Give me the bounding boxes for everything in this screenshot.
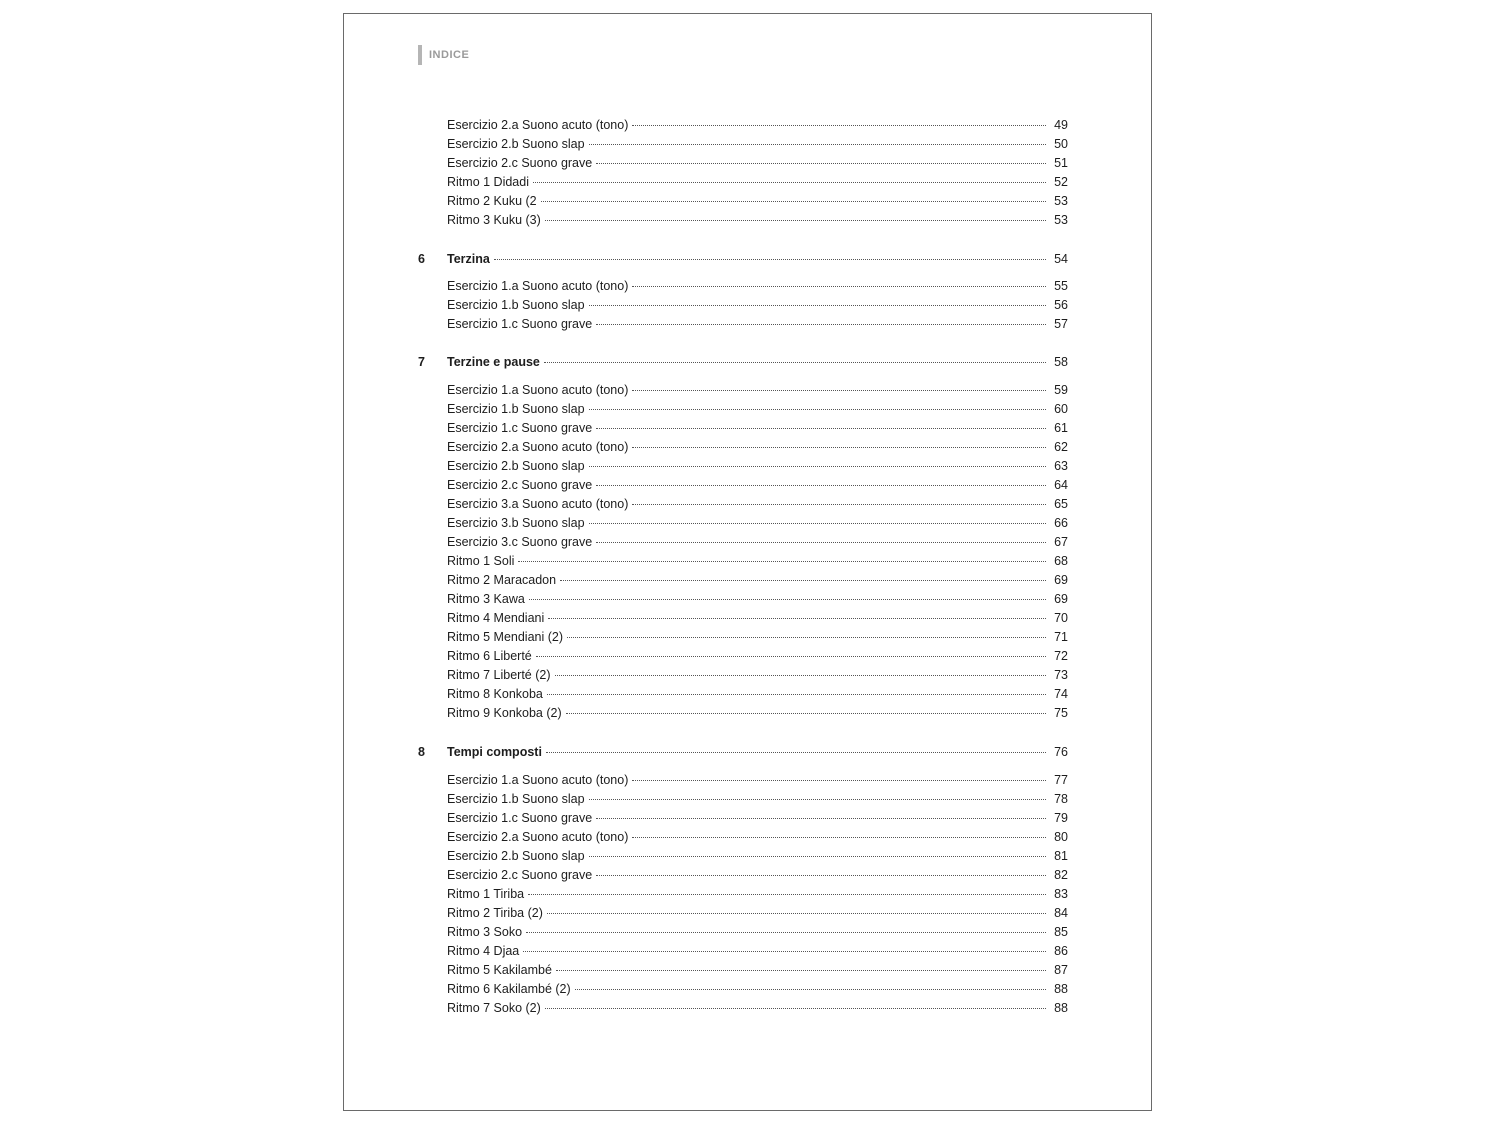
toc-leader-dots [632,447,1046,448]
toc-entry-row[interactable] [447,192,1068,211]
toc-page-number: 72 [1054,649,1068,663]
toc-leader-dots [589,466,1046,467]
toc-page-number: 71 [1054,630,1068,644]
toc-entry-row[interactable] [447,866,1068,885]
toc-leader-dots [596,542,1046,543]
toc-chapter-number: 8 [418,745,425,759]
toc-leader-dots [596,428,1046,429]
toc-entry-row[interactable] [447,476,1068,495]
toc-entry-row[interactable] [447,628,1068,647]
toc-entry-label: Esercizio 1.b Suono slap [447,298,585,312]
toc-entry-row[interactable] [447,942,1068,961]
toc-entry-label: Ritmo 4 Mendiani [447,611,545,625]
toc-chapter-number: 6 [418,252,425,266]
toc-entry-row[interactable] [447,533,1068,552]
toc-entry-label: Esercizio 1.b Suono slap [447,402,585,416]
toc-entry-label: Ritmo 2 Tiriba (2) [447,906,543,920]
toc-leader-dots [536,656,1046,657]
toc-entry-label: Ritmo 7 Soko (2) [447,1001,541,1015]
toc-entry-row[interactable] [447,666,1068,685]
toc-entry-label: Esercizio 2.b Suono slap [447,137,585,151]
toc-page-number: 59 [1054,383,1068,397]
toc-chapter-title: Tempi composti [447,745,542,759]
toc-page-number: 80 [1054,830,1068,844]
toc-entry-row[interactable] [447,135,1068,154]
toc-entry-row[interactable] [447,828,1068,847]
toc-entry-row[interactable] [447,495,1068,514]
toc-chapter-number: 7 [418,355,425,369]
toc-leader-dots [589,856,1046,857]
toc-page-number: 60 [1054,402,1068,416]
toc-page-number: 58 [1054,355,1068,369]
toc-page-number: 82 [1054,868,1068,882]
toc-entry-row[interactable] [447,704,1068,723]
toc-entry-row[interactable] [447,277,1068,296]
toc-entry-label: Ritmo 2 Kuku (2 [447,194,537,208]
document-page [343,13,1152,1111]
toc-entry-row[interactable] [447,885,1068,904]
toc-entry-label: Esercizio 2.c Suono grave [447,156,593,170]
toc-entry-label: Ritmo 6 Kakilambé (2) [447,982,571,996]
toc-entry-row[interactable] [447,609,1068,628]
toc-page-number: 66 [1054,516,1068,530]
toc-page-number: 68 [1054,554,1068,568]
toc-entry-label: Esercizio 1.a Suono acuto (tono) [447,773,629,787]
toc-leader-dots [632,504,1046,505]
toc-entry-label: Esercizio 1.a Suono acuto (tono) [447,279,629,293]
toc-leader-dots [589,305,1046,306]
toc-page-number: 84 [1054,906,1068,920]
toc-page-number: 75 [1054,706,1068,720]
toc-chapter-title: Terzine e pause [447,355,540,369]
toc-entry-label: Esercizio 3.a Suono acuto (tono) [447,497,629,511]
toc-page-number: 88 [1054,1001,1068,1015]
toc-entry-label: Esercizio 2.b Suono slap [447,459,585,473]
toc-entry-label: Ritmo 7 Liberté (2) [447,668,551,682]
toc-entry-label: Esercizio 2.a Suono acuto (tono) [447,118,629,132]
toc-entry-label: Esercizio 1.b Suono slap [447,792,585,806]
toc-leader-dots [518,561,1046,562]
toc-entry-label: Esercizio 3.c Suono grave [447,535,593,549]
toc-entry-row[interactable] [447,685,1068,704]
toc-leader-dots [541,201,1046,202]
toc-page-number: 87 [1054,963,1068,977]
toc-entry-label: Esercizio 2.c Suono grave [447,868,593,882]
toc-leader-dots [556,970,1046,971]
toc-page-number: 74 [1054,687,1068,701]
toc-leader-dots [589,144,1046,145]
toc-entry-row[interactable] [447,381,1068,400]
toc-leader-dots [596,818,1046,819]
toc-entry-row[interactable] [447,514,1068,533]
toc-page-number: 73 [1054,668,1068,682]
toc-entry-row[interactable] [447,980,1068,999]
toc-entry-label: Esercizio 2.c Suono grave [447,478,593,492]
toc-entry-label: Esercizio 3.b Suono slap [447,516,585,530]
toc-entry-row[interactable] [447,790,1068,809]
toc-leader-dots [560,580,1046,581]
toc-page-number: 56 [1054,298,1068,312]
toc-leader-dots [567,637,1046,638]
table-of-contents [344,14,1151,1110]
toc-entry-row[interactable] [447,438,1068,457]
toc-page-number: 67 [1054,535,1068,549]
toc-leader-dots [596,875,1046,876]
toc-page-number: 53 [1054,194,1068,208]
toc-entry-row[interactable] [447,904,1068,923]
toc-leader-dots [632,125,1046,126]
toc-leader-dots [632,390,1046,391]
toc-chapter-row[interactable] [418,743,1068,762]
toc-entry-row[interactable] [447,847,1068,866]
toc-entry-row[interactable] [447,999,1068,1018]
toc-leader-dots [596,163,1046,164]
toc-page-number: 69 [1054,573,1068,587]
toc-leader-dots [544,362,1046,363]
toc-leader-dots [589,523,1046,524]
toc-page-number: 78 [1054,792,1068,806]
toc-leader-dots [528,894,1046,895]
toc-entry-label: Ritmo 2 Maracadon [447,573,557,587]
toc-leader-dots [596,485,1046,486]
toc-leader-dots [566,713,1046,714]
toc-entry-row[interactable] [447,211,1068,230]
page-header-title: INDICE [429,49,470,61]
toc-leader-dots [547,913,1046,914]
toc-page-number: 62 [1054,440,1068,454]
toc-page-number: 54 [1054,252,1068,266]
toc-leader-dots [545,220,1046,221]
toc-page-number: 88 [1054,982,1068,996]
toc-page-number: 49 [1054,118,1068,132]
toc-entry-row[interactable] [447,647,1068,666]
toc-page-number: 55 [1054,279,1068,293]
toc-page-number: 64 [1054,478,1068,492]
toc-entry-row[interactable] [447,809,1068,828]
toc-page-number: 63 [1054,459,1068,473]
toc-page-number: 77 [1054,773,1068,787]
toc-entry-label: Esercizio 1.c Suono grave [447,421,593,435]
toc-entry-label: Ritmo 5 Mendiani (2) [447,630,564,644]
toc-page-number: 86 [1054,944,1068,958]
toc-page-number: 85 [1054,925,1068,939]
toc-entry-label: Ritmo 3 Soko [447,925,523,939]
toc-entry-label: Ritmo 9 Konkoba (2) [447,706,562,720]
toc-leader-dots [547,694,1046,695]
toc-entry-label: Ritmo 4 Djaa [447,944,520,958]
toc-leader-dots [545,1008,1046,1009]
toc-entry-label: Ritmo 1 Soli [447,554,515,568]
toc-leader-dots [523,951,1046,952]
toc-leader-dots [548,618,1046,619]
toc-entry-label: Ritmo 1 Didadi [447,175,529,189]
toc-entry-label: Esercizio 1.a Suono acuto (tono) [447,383,629,397]
toc-page-number: 81 [1054,849,1068,863]
toc-entry-row[interactable] [447,571,1068,590]
toc-leader-dots [546,752,1046,753]
toc-entry-label: Esercizio 2.b Suono slap [447,849,585,863]
toc-leader-dots [555,675,1046,676]
toc-page-number: 53 [1054,213,1068,227]
toc-entry-label: Ritmo 1 Tiriba [447,887,525,901]
toc-entry-row[interactable] [447,771,1068,790]
toc-entry-row[interactable] [447,400,1068,419]
toc-entry-label: Esercizio 2.a Suono acuto (tono) [447,440,629,454]
toc-entry-row[interactable] [447,923,1068,942]
toc-entry-row[interactable] [447,116,1068,135]
toc-entry-row[interactable] [447,961,1068,980]
toc-entry-row[interactable] [447,154,1068,173]
toc-page-number: 65 [1054,497,1068,511]
toc-page-number: 76 [1054,745,1068,759]
toc-entry-label: Esercizio 1.c Suono grave [447,317,593,331]
toc-entry-row[interactable] [447,552,1068,571]
toc-leader-dots [526,932,1046,933]
toc-chapter-row[interactable] [418,353,1068,372]
toc-leader-dots [596,324,1046,325]
toc-page-number: 70 [1054,611,1068,625]
toc-entry-row[interactable] [447,419,1068,438]
toc-entry-row[interactable] [447,173,1068,192]
toc-entry-row[interactable] [447,315,1068,334]
toc-entry-row[interactable] [447,457,1068,476]
toc-entry-label: Ritmo 8 Konkoba [447,687,543,701]
toc-entry-label: Esercizio 1.c Suono grave [447,811,593,825]
toc-leader-dots [589,409,1046,410]
toc-leader-dots [529,599,1046,600]
toc-leader-dots [589,799,1046,800]
toc-page-number: 79 [1054,811,1068,825]
toc-page-number: 50 [1054,137,1068,151]
toc-entry-row[interactable] [447,296,1068,315]
toc-leader-dots [494,259,1046,260]
toc-page-number: 51 [1054,156,1068,170]
toc-entry-label: Ritmo 5 Kakilambé [447,963,552,977]
toc-leader-dots [632,780,1046,781]
toc-page-number: 69 [1054,592,1068,606]
toc-entry-row[interactable] [447,590,1068,609]
toc-entry-label: Ritmo 6 Liberté [447,649,532,663]
toc-page-number: 61 [1054,421,1068,435]
toc-page-number: 52 [1054,175,1068,189]
toc-entry-label: Ritmo 3 Kuku (3) [447,213,541,227]
toc-entry-label: Ritmo 3 Kawa [447,592,525,606]
toc-page-number: 83 [1054,887,1068,901]
toc-leader-dots [575,989,1046,990]
toc-chapter-title: Terzina [447,252,490,266]
toc-leader-dots [632,286,1046,287]
toc-chapter-row[interactable] [418,250,1068,269]
toc-page-number: 57 [1054,317,1068,331]
toc-leader-dots [632,837,1046,838]
toc-entry-label: Esercizio 2.a Suono acuto (tono) [447,830,629,844]
toc-leader-dots [533,182,1046,183]
